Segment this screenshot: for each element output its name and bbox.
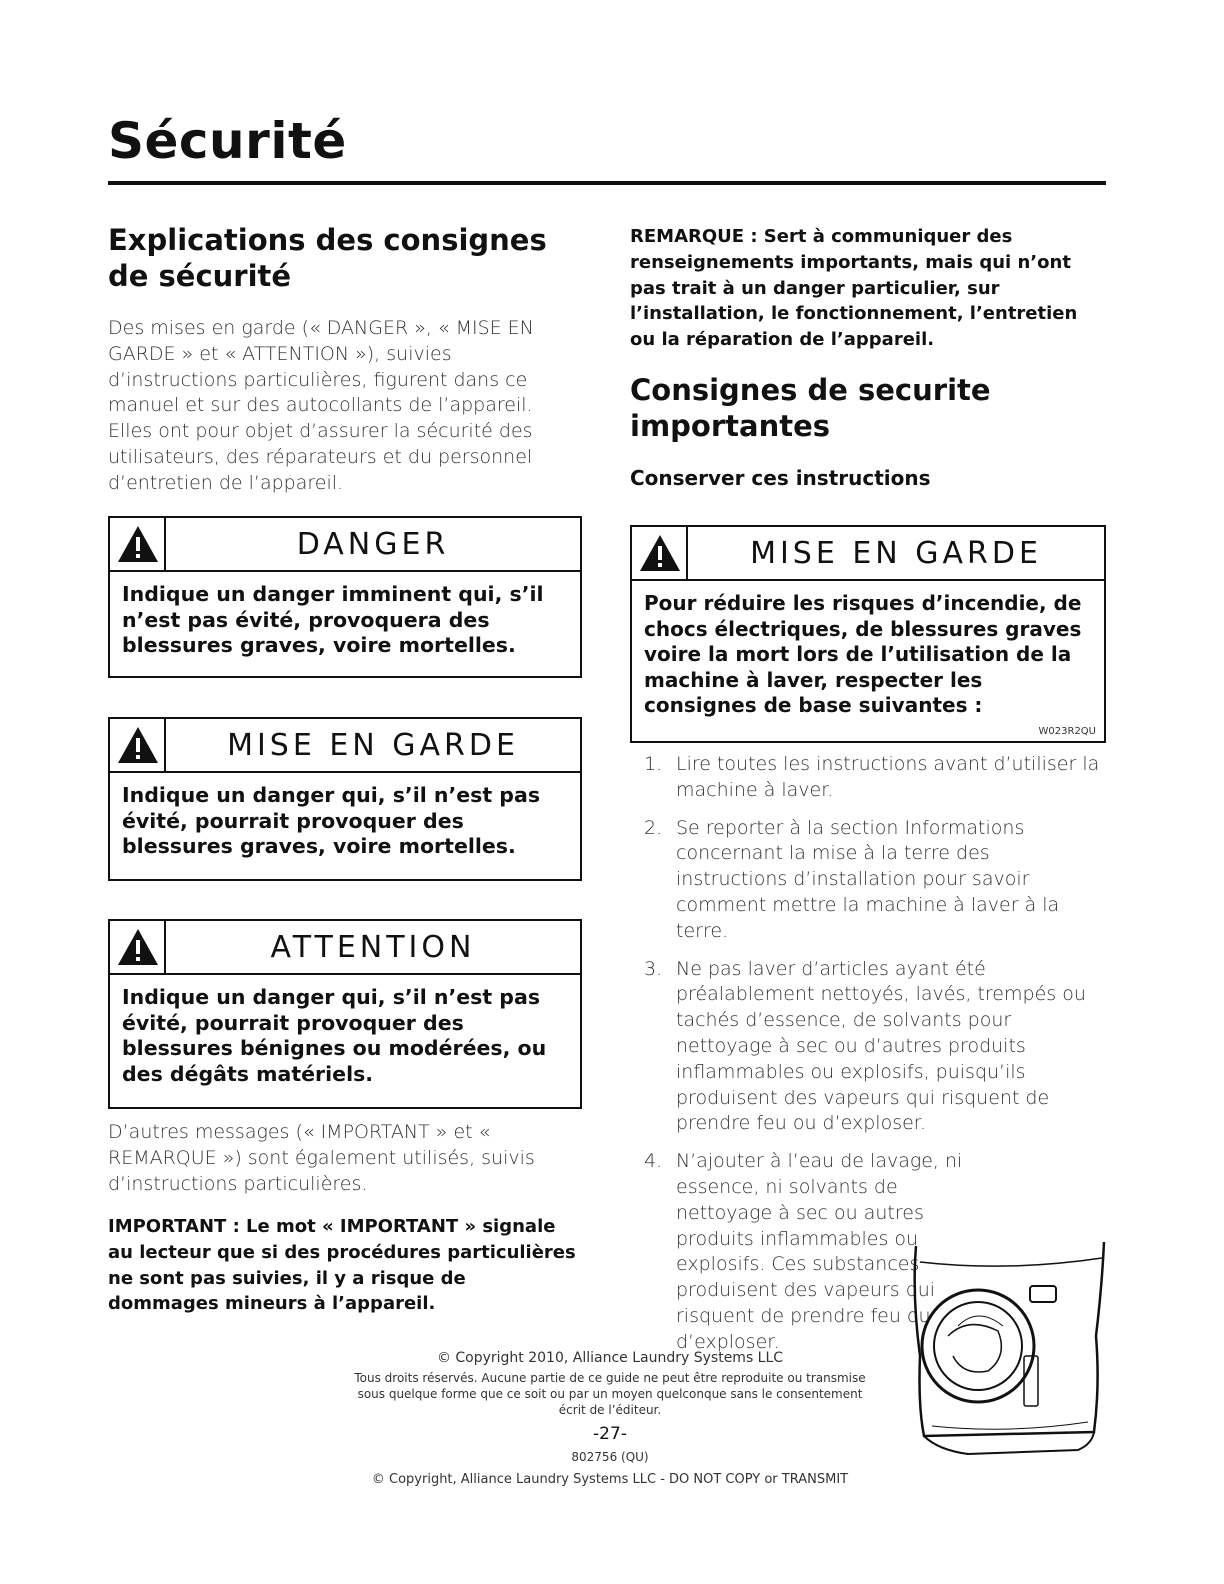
washing-machine-illustration: [908, 1236, 1108, 1466]
right-warning-box: [630, 525, 1106, 743]
right-warning-text: Pour réduire les risques d’incendie, de chocs électriques, de blessures graves voire la mort lors de l’utilisation de la machine à laver, respecter les consignes de base suivantes :: [644, 591, 1082, 717]
important-note: IMPORTANT : Le mot « IMPORTANT » signale au lecteur que si des procédures particulières ne sont pas suivies, il y a risque de dommages mineurs à l’appareil.: [108, 1216, 576, 1315]
page-number: -27-: [593, 1424, 627, 1444]
step-number: 4.: [644, 1150, 663, 1173]
right-warning-label: MISE EN GARDE: [750, 536, 1042, 571]
left-heading: Explications des consignes de sécurité: [108, 223, 547, 293]
danger-label: DANGER: [296, 527, 450, 562]
list-item: [630, 816, 1106, 945]
warning-box-header: [110, 719, 580, 773]
warning-triangle-icon: [110, 921, 166, 973]
warning-text: Indique un danger qui, s’il n’est pas évité, pourrait provoquer des blessures graves, voire mortelles.: [122, 783, 541, 858]
part-number: 802756 (QU): [571, 1450, 649, 1464]
attention-box-header: [110, 921, 580, 975]
step-text: Se reporter à la section Informations concernant la mise à la terre des instructions d’installation pour savoir comment mettre la machine à laver à la terre.: [676, 816, 1060, 942]
danger-box-header: [110, 518, 580, 572]
title-rule: [108, 181, 1106, 185]
step-number: 2.: [644, 816, 663, 839]
warning-box: [108, 717, 582, 881]
warning-triangle-icon: [110, 719, 166, 771]
warning-code: W023R2QU: [1038, 726, 1096, 737]
step-text: Ne pas laver d’articles ayant été préalablement nettoyés, lavés, trempés ou tachés d’essence, de solvants pour nettoyage à sec ou d’autres produits inflammables ou explosifs, puisqu’ils produisent des vapeurs qui risquent de prendre feu ou d’exploser.: [676, 957, 1086, 1135]
footer-copyright: © Copyright 2010, Alliance Laundry Systems LLC: [436, 1350, 784, 1366]
right-subheading: Conserver ces instructions: [630, 466, 931, 490]
warning-triangle-icon: [632, 527, 688, 579]
warning-triangle-icon: [110, 518, 166, 570]
danger-box: [108, 516, 582, 678]
step-text: N’ajouter à l’eau de lavage, ni essence, ni solvants de nettoyage à sec ou autres produits inflammables ou explosifs. Ces substances produisent des vapeurs qui risquent de prendre feu ou d’exploser.: [676, 1150, 963, 1353]
list-item: [630, 752, 1106, 804]
warning-label: MISE EN GARDE: [227, 728, 519, 763]
other-messages-paragraph: D’autres messages (« IMPORTANT » et « REMARQUE ») sont également utilisés, suivis d’instructions particulières.: [108, 1121, 535, 1195]
right-warning-box-header: [632, 527, 1104, 581]
remarque-note: REMARQUE : Sert à communiquer des renseignements importants, mais qui n’ont pas trait à un danger particulier, sur l’installation, le fonctionnement, l’entretien ou la réparation de l’appareil.: [630, 226, 1078, 351]
page-title: Sécurité: [108, 112, 347, 170]
attention-text: Indique un danger qui, s’il n’est pas évité, pourrait provoquer des blessures bénignes ou modérées, ou des dégâts matériels.: [122, 985, 547, 1086]
copyright-watermark: © Copyright, Alliance Laundry Systems LLC - DO NOT COPY or TRANSMIT: [371, 1472, 849, 1487]
danger-text: Indique un danger imminent qui, s’il n’est pas évité, provoquera des blessures graves, voire mortelles.: [122, 582, 544, 657]
step-text: Lire toutes les instructions avant d’utiliser la machine à laver.: [676, 753, 1100, 801]
intro-paragraph: Des mises en garde (« DANGER », « MISE EN GARDE » et « ATTENTION »), suivies d’instructions particulières, figurent dans ce manuel et sur des autocollants de l’appareil. Elles ont pour objet d’assurer la sécurité des utilisateurs, des réparateurs et du personnel d’entretien de l’appareil.: [108, 317, 534, 494]
attention-label: ATTENTION: [270, 930, 476, 965]
step-number: 3.: [644, 957, 663, 980]
attention-box: [108, 919, 582, 1109]
step-number: 1.: [644, 753, 663, 775]
right-heading: Consignes de securite importantes: [630, 373, 991, 443]
footer-rights: Tous droits réservés. Aucune partie de ce guide ne peut être reproduite ou transmise sous quelque forme que ce soit ou par un moyen quelconque sans le consentement écrit de l’éditeur.: [354, 1371, 866, 1417]
list-item: [630, 957, 1106, 1138]
